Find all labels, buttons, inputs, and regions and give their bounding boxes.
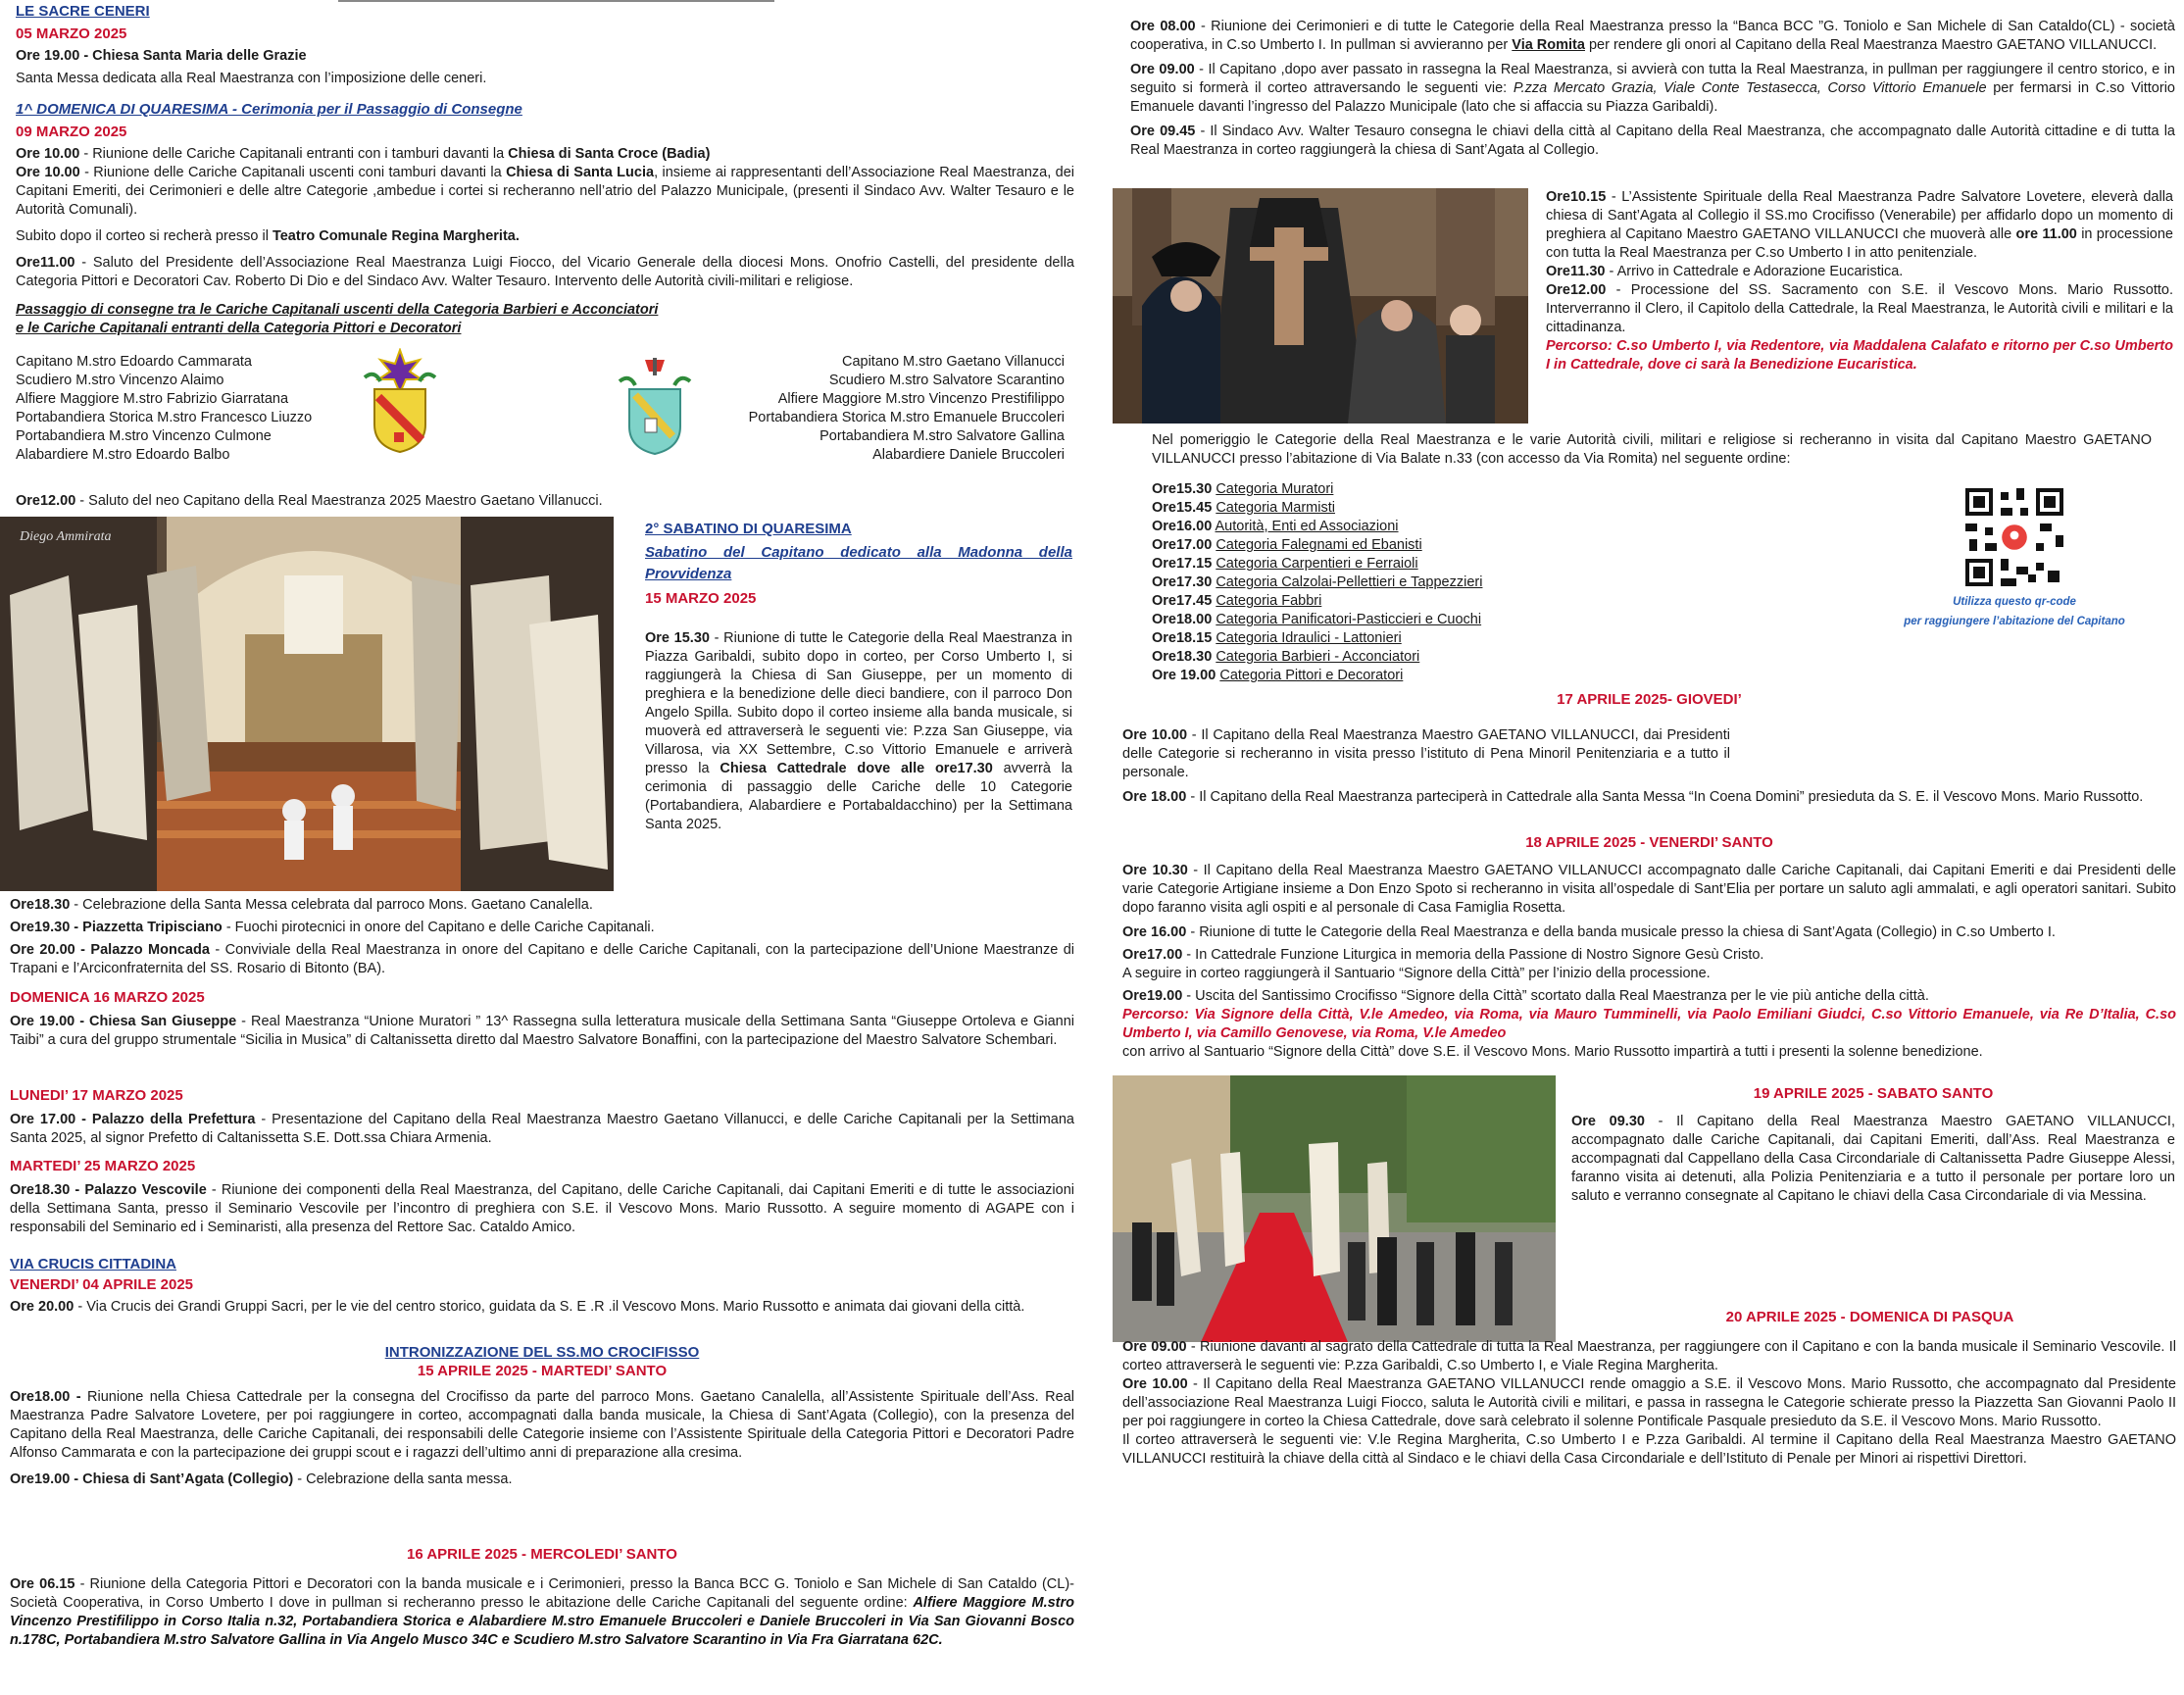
event-time: Ore19.00 - Chiesa di Sant’Agata (Collegio) bbox=[10, 1471, 294, 1487]
list-item: Ore15.30 Categoria Muratori bbox=[1152, 481, 1334, 497]
sera-events bbox=[10, 896, 1074, 978]
list-item: Portabandiera Storica M.stro Francesco Liuzzo bbox=[16, 410, 313, 425]
event-text: - Riunione di tutte le Categorie della Real Maestranza e della banda musicale presso la chiesa di Sant’Agata (Collegio) in C.so Umberto I. bbox=[1186, 924, 2056, 940]
event-text: - Celebrazione della santa messa. bbox=[293, 1471, 513, 1487]
percorso-route: Percorso: C.so Umberto I, via Redentore, via Maddalena Calafato e ritorno per C.so Umberto I in Cattedrale, dove ci sarà la Benedizione Eucaristica. bbox=[1546, 338, 2173, 373]
list-item: Ore17.00 Categoria Falegnami ed Ebanisti bbox=[1152, 537, 1422, 553]
procession-events bbox=[1546, 188, 2173, 374]
qr-caption-line: per raggiungere l’abitazione del Capitano bbox=[1904, 616, 2125, 627]
section-date: 18 APRILE 2025 - VENERDI’ SANTO bbox=[1525, 834, 1773, 851]
qr-code-icon[interactable] bbox=[1965, 488, 2063, 586]
event-time: Ore12.00 bbox=[1546, 282, 1607, 298]
event-time: Ore 09.45 bbox=[1130, 124, 1196, 139]
event-text: - Riunione di tutte le Categorie della Real Maestranza in Piazza Garibaldi, subito dopo in corteo, per Corso Umberto I, si raggiungerà la Chiesa di San Giuseppe, per un momento di preghiera e la benedizione delle dieci bandiere, con il parroco Don Angelo Spilla. Subito dopo il corteo insieme alla banda musicale, si muoverà ed attraverserà le seguenti vie: P.zza San Giuseppe, via Villarosa, via XX Settembre, C.so Vittorio Emanuele e arriverà presso la bbox=[645, 630, 1072, 776]
sabatino-section bbox=[645, 520, 1072, 834]
list-item: Capitano M.stro Edoardo Cammarata bbox=[16, 354, 252, 370]
event-text: - Il Capitano ,dopo aver passato in rassegna la Real Maestranza, si avvierà con tutta la Real Maestranza, in pullman per raggiungere il centro storico, e in seguito si formerà il corteo attraversando le seguenti vie: bbox=[1130, 62, 2175, 96]
section-date: 17 APRILE 2025- GIOVEDI’ bbox=[1557, 691, 1742, 708]
event-text: - Via Crucis dei Grandi Gruppi Sacri, per le vie del centro storico, guidata da S. E .R .il Vescovo Mons. Mario Russotto e animata dai giovani della città. bbox=[74, 1299, 1025, 1315]
event-time: Ore 10.00 bbox=[16, 165, 80, 180]
list-item: Alfiere Maggiore M.stro Vincenzo Prestifilippo bbox=[777, 391, 1065, 407]
domenica1-section bbox=[16, 100, 1074, 338]
event-text: per fermarsi in C.so Vittorio Emanuele davanti l’ingresso del Palazzo Municipale (lato che si affaccia su Piazza Garibaldi). bbox=[1130, 80, 2175, 115]
via-crucis-section bbox=[10, 1255, 1074, 1317]
event-place: Via Romita bbox=[1512, 37, 1585, 53]
mercoledi16-section bbox=[10, 1545, 1074, 1650]
event-time: Ore 09.30 bbox=[1571, 1114, 1645, 1129]
event-time: Ore19.00 bbox=[1122, 988, 1183, 1004]
sabato-section bbox=[1571, 1084, 2175, 1206]
list-item: Alfiere Maggiore M.stro Fabrizio Giarratana bbox=[16, 391, 289, 407]
event-time: Ore 10.00 bbox=[1122, 727, 1188, 743]
event-time: Ore 08.00 bbox=[1130, 19, 1196, 34]
event-time: Ore 19.00 - Chiesa San Giuseppe bbox=[10, 1014, 237, 1029]
event-text: - Conviviale della Real Maestranza in onore del Capitano e delle Cariche Capitanali, con la partecipazione dell’Unione Maestranze di Trapani e l’Arciconfraternita del SS. Rosario di Bitonto (BA). bbox=[10, 942, 1074, 976]
event-text: Santa Messa dedicata alla Real Maestranza con l’imposizione delle ceneri. bbox=[16, 71, 487, 86]
list-item: Ore17.30 Categoria Calzolai-Pellettieri e Tappezzieri bbox=[1152, 574, 1483, 590]
event-text: - Presentazione del Capitano della Real Maestranza Maestro Gaetano Villanucci, e delle Cariche Capitanali per la Settimana Santa 2025, al signor Prefetto di Caltanissetta S.E. Dott.ssa Chiara Armenia. bbox=[10, 1112, 1074, 1146]
event-text: - L’Assistente Spirituale della Real Maestranza Padre Salvatore Lovetere, eleverà dalla chiesa di Sant’Agata al Collegio il SS.mo Crocifisso (Venerabile) per affidarlo dopo un momento di preghiera al Capitano Maestro GAETANO VILLANUCCI che muoverà alle bbox=[1546, 189, 2173, 242]
percorso-route: Percorso: Via Signore della Città, V.le Amedeo, via Roma, via Mauro Tumminelli, via Paolo Emiliani Giudci, C.so Vittorio Emanuele, via Re D’Italia, C.so Umberto I, via Camillo Genovese, via Roma, V.le Amedeo bbox=[1122, 1007, 2176, 1041]
qr-caption-line: Utilizza questo qr-code bbox=[1953, 596, 2076, 608]
event-time: Ore 10.00 bbox=[16, 146, 80, 162]
event-time: Ore 20.00 bbox=[10, 1299, 74, 1315]
section-title: LE SACRE CENERI bbox=[16, 3, 150, 20]
event-text: - Il Capitano della Real Maestranza Maestro GAETANO VILLANUCCI, dai Presidenti delle Categorie si recheranno in visita presso l’istituto di Pena Minoril Penitenziaria e a tutto il personale. bbox=[1122, 727, 1730, 780]
event-text: A seguire in corteo raggiungerà il Santuario “Signore della Città” per l’inizio della processione. bbox=[1122, 966, 1711, 981]
domenica16-section bbox=[10, 988, 1074, 1050]
list-item: Ore15.45 Categoria Marmisti bbox=[1152, 500, 1335, 516]
red-carpet-photo bbox=[1113, 1075, 1556, 1342]
list-item: Ore17.15 Categoria Carpentieri e Ferraioli bbox=[1152, 556, 1418, 572]
event-place: Chiesa di Santa Lucia bbox=[506, 165, 655, 180]
event-time-inline: ore 11.00 bbox=[2015, 226, 2077, 242]
pomeriggio-intro bbox=[1152, 431, 2152, 469]
event-text: Il corteo attraverserà le seguenti vie: V.le Regina Margherita, C.so Umberto I e P.zza Garibaldi. Al termine il Capitano della Real Maestranza Maestro GAETANO VILLANUCCI restituirà la chiave della città al Sindaco e le chiavi della Casa Circondariale e dell’Istituto di Penale per Minori ai rispettivi Direttori. bbox=[1122, 1432, 2176, 1467]
event-text: Nel pomeriggio le Categorie della Real Maestranza e le varie Autorità civili, militari e religiose si recheranno in visita dal Capitano Maestro GAETANO VILLANUCCI presso l’abitazione di Via Balate n.33 (con accesso da Via Romita) nel seguente ordine: bbox=[1152, 432, 2152, 467]
section-date: 15 MARZO 2025 bbox=[645, 590, 757, 607]
event-text: - Riunione delle Cariche Capitanali entranti con i tamburi davanti la bbox=[79, 146, 509, 162]
event-text: - Saluto del Presidente dell’Associazione Real Maestranza Luigi Fiocco, del Vicario Generale della diocesi Mons. Onofrio Castelli, del presidente della Categoria Pittori e Decoratori Cav. Roberto Di Dio e del Sindaco Avv. Walter Tesauro. Intervento delle Autorità civili-militari e religiose. bbox=[16, 255, 1074, 289]
uscenti-list bbox=[16, 353, 349, 465]
event-text: - Il Capitano della Real Maestranza parteciperà in Cattedrale alla Santa Messa “In Coena Domini” presieduta da S. E. il Vescovo Mons. Mario Russotto. bbox=[1186, 789, 2144, 805]
section-subtitle: Sabatino del Capitano dedicato alla Madonna della Provvidenza bbox=[645, 544, 1072, 582]
section-date: 15 APRILE 2025 - MARTEDI’ SANTO bbox=[417, 1363, 668, 1379]
list-item: Ore16.00 Autorità, Enti ed Associazioni bbox=[1152, 519, 1399, 534]
event-time: Ore 09.00 bbox=[1130, 62, 1195, 77]
event-time: Ore18.30 bbox=[10, 897, 71, 913]
section-title: VIA CRUCIS CITTADINA bbox=[10, 1256, 176, 1272]
passaggio-line-2: e le Cariche Capitanali entranti della Categoria Pittori e Decoratori bbox=[16, 321, 462, 336]
event-route: P.zza Mercato Grazia, Viale Conte Testasecca, Corso Vittorio Emanuele bbox=[1513, 80, 1987, 96]
section-title: 2° SABATINO DI QUARESIMA bbox=[645, 521, 852, 537]
event-time: Ore11.00 bbox=[16, 255, 75, 271]
event-place: Chiesa Cattedrale dove alle ore17.30 bbox=[720, 761, 993, 776]
list-item: Portabandiera Storica M.stro Emanuele Bruccoleri bbox=[748, 410, 1065, 425]
event-text: Riunione nella Chiesa Cattedrale per la consegna del Crocifisso da parte del parroco Mons. Gaetano Canalella, all’Assistente Spirituale dell’Ass. Real Maestranza Padre Salvatore Lovetere, per poi raggiungere in corteo, accompagnati dalla banda musicale, la Chiesa di Sant’Agata (Collegio), con la presenza del Capitano della Real Maestranza, delle Cariche Capitanali, dei responsabili delle Categorie insieme con l’Assistente Spirituale della Categoria Pittori e Decoratori Padre Alfonso Cammarata e con la partecipazione dei gruppi scout e i ragazzi dell’ultimo anni di preparazione alla cresima. bbox=[10, 1389, 1074, 1461]
crucifix-photo bbox=[1113, 188, 1528, 424]
event-text: - Il Capitano della Real Maestranza GAETANO VILLANUCCI rende omaggio a S.E. il Vescovo Mons. Mario Russotto, che accompagnato dal Presidente dell’associazione Real Maestranza Luigi Fiocco, saluta le Autorità civili e militari, e passa in rassegna le Categorie schierate presso la Piazzetta San Giovanni Paolo II per poi raggiungere in corteo la Chiesa Cattedrale, dove sarà celebrato il solenne Pontificale Pasquale presieduto da S.E. il Vescovo Mons. Mario Russotto. bbox=[1122, 1376, 2176, 1429]
list-item: Ore18.30 Categoria Barbieri - Acconciatori bbox=[1152, 649, 1420, 665]
event-text: - Riunione davanti al sagrato della Cattedrale di tutta la Real Maestranza, per raggiungere con il Capitano e con la banda musicale il Seminario Vescovile. Il corteo attraverserà le seguenti vie: P.zza Garibaldi, C.so Umberto I, e Viale Regina Margherita. bbox=[1122, 1339, 2176, 1373]
list-item: Scudiero M.stro Vincenzo Alaimo bbox=[16, 373, 224, 388]
event-text: - Uscita del Santissimo Crocifisso “Signore della Città” scortato dalla Real Maestranza per le vie più antiche della città. bbox=[1182, 988, 1929, 1004]
event-text: - Arrivo in Cattedrale e Adorazione Eucaristica. bbox=[1605, 264, 1904, 279]
event-time: Ore18.30 - Palazzo Vescovile bbox=[10, 1182, 207, 1198]
event-time: Ore12.00 bbox=[16, 493, 76, 509]
section-date: 05 MARZO 2025 bbox=[16, 25, 127, 42]
event-text: - Il Sindaco Avv. Walter Tesauro consegna le chiavi della città al Capitano della Real Maestranza, che accompagnato dalle Autorità cittadine e di tutta la Real Maestranza in corteo raggiungerà la chiesa di Sant’Agata al Collegio. bbox=[1130, 124, 2175, 158]
crucifix-scene-image bbox=[1113, 188, 1528, 424]
cathedral-scene-image bbox=[0, 517, 614, 891]
event-text: - Riunione della Categoria Pittori e Decoratori con la banda musicale e i Cerimonieri, presso la Banca BCC G. Toniolo e San Michele di San Cataldo (CL)- Società Cooperativa, in Corso Umberto I dove in pullman si recheranno presso le abitazione delle Cariche Capitanali del seguente ordine: bbox=[10, 1576, 1074, 1611]
list-item: Alabardiere M.stro Edoardo Balbo bbox=[16, 447, 230, 463]
event-time: Ore 16.00 bbox=[1122, 924, 1187, 940]
qr-caption bbox=[1887, 592, 2142, 631]
event-text: - Processione del SS. Sacramento con S.E. il Vescovo Mons. Mario Russotto. Interverranno il Clero, il Capitolo della Cattedrale, la Real Maestranza, le Autorità civili e militari e la cittadinanza. bbox=[1546, 282, 2173, 335]
visite-list bbox=[1152, 480, 1662, 685]
section-title: INTRONIZZAZIONE DEL SS.MO CROCIFISSO bbox=[384, 1344, 700, 1361]
photo-watermark: Diego Ammirata bbox=[20, 529, 112, 544]
event-time: Ore 18.00 bbox=[1122, 789, 1187, 805]
section-date: MARTEDI’ 25 MARZO 2025 bbox=[10, 1158, 196, 1174]
event-text: - In Cattedrale Funzione Liturgica in memoria della Passione di Nostro Signore Gesù Cristo. bbox=[1182, 947, 1764, 963]
event-time: Ore 19.00 - Chiesa Santa Maria delle Grazie bbox=[16, 48, 307, 64]
event-time: Ore 09.00 bbox=[1122, 1339, 1187, 1355]
list-item: Alabardiere Daniele Bruccoleri bbox=[872, 447, 1065, 463]
pittori-crest-icon bbox=[616, 358, 694, 456]
cathedral-photo bbox=[0, 517, 614, 891]
event-text: - Real Maestranza “Unione Muratori ” 13^ Rassegna sulla letteratura musicale della Settimana Santa “Giuseppe Ortoleva e Gianni Taibi” a cura del gruppo strumentale “Sicilia in Musica” di Caltanissetta diretto dal Maestro Salvatore Bonaffini, con la partecipazione del Maestro Salvatore Schembari. bbox=[10, 1014, 1074, 1048]
event-text: - Fuochi pirotecnici in onore del Capitano e delle Cariche Capitanali. bbox=[222, 920, 655, 935]
martedi25-section bbox=[10, 1157, 1074, 1237]
event-addresses: Alfiere Maggiore M.stro Vincenzo Prestifilippo in Corso Italia n.32, Portabandiera Storica e Alabardiere M.stro Emanuele Bruccoleri e Daniele Bruccoleri in Via San Giovanni Bosco n.178C, Portabandiera M.stro Salvatore Gallina in Via Angelo Musco 34C e Scudiero M.stro Salvatore Scarantino in Via Fra Giarratana 62C. bbox=[10, 1595, 1074, 1648]
event-text: avverrà la cerimonia di passaggio delle Cariche delle 10 Categorie (Portabandiera, Alabardiere e Portabaldacchino) per la Settimana Santa 2025. bbox=[645, 761, 1072, 832]
event-text: - Saluto del neo Capitano della Real Maestranza 2025 Maestro Gaetano Villanucci. bbox=[75, 493, 603, 509]
sacre-ceneri-section bbox=[16, 2, 1074, 88]
lunedi17-section bbox=[10, 1086, 1074, 1148]
event-time: Ore10.15 bbox=[1546, 189, 1607, 205]
event-place: Teatro Comunale Regina Margherita. bbox=[272, 228, 520, 244]
red-carpet-scene-image bbox=[1113, 1075, 1556, 1342]
event-text: - Riunione dei Cerimonieri e di tutte le Categorie della Real Maestranza presso la “Banca BCC ”G. Toniolo e San Michele di San Cataldo(CL) - società cooperativa, in C.so Umberto I. In pullman si avvieranno per bbox=[1130, 19, 2175, 53]
list-item: Scudiero M.stro Salvatore Scarantino bbox=[828, 373, 1065, 388]
list-item: Ore18.00 Categoria Panificatori-Pasticcieri e Cuochi bbox=[1152, 612, 1482, 627]
entranti-list bbox=[686, 353, 1065, 465]
event-text: con arrivo al Santuario “Signore della Città” dove S.E. il Vescovo Mons. Mario Russotto impartirà a tutti i presenti la solenne benedizione. bbox=[1122, 1044, 1983, 1060]
event-text: - Riunione delle Cariche Capitanali uscenti coni tamburi davanti la bbox=[79, 165, 507, 180]
list-item: Ore 19.00 Categoria Pittori e Decoratori bbox=[1152, 668, 1404, 683]
section-date: DOMENICA 16 MARZO 2025 bbox=[10, 989, 205, 1006]
event-time: Ore 20.00 - Palazzo Moncada bbox=[10, 942, 210, 958]
morning-events bbox=[1130, 18, 2175, 160]
event-time: Ore 17.00 - Palazzo della Prefettura bbox=[10, 1112, 256, 1127]
event-time: Ore 15.30 bbox=[645, 630, 710, 646]
list-item: Ore17.45 Categoria Fabbri bbox=[1152, 593, 1322, 609]
section-date: 19 APRILE 2025 - SABATO SANTO bbox=[1753, 1085, 1994, 1102]
event-text: in processione con tutta la Real Maestranza per C.so Umberto I in atto penitenziale. bbox=[1546, 226, 2173, 261]
event-time: Ore 06.15 bbox=[10, 1576, 75, 1592]
list-item: Portabandiera M.stro Salvatore Gallina bbox=[819, 428, 1065, 444]
section-date: VENERDI’ 04 APRILE 2025 bbox=[10, 1276, 194, 1293]
event-text: , insieme ai rappresentanti dell’Associazione Real Maestranza, dei Capitani Emeriti, dei Cerimonieri e delle altre Categorie ,ambedue i cortei si recheranno nell’atrio del Palazzo Municipale, (presenti il Sindaco Avv. Walter Tesauro e le Autorità Comunali). bbox=[16, 165, 1074, 218]
list-item: Ore18.15 Categoria Idraulici - Lattonieri bbox=[1152, 630, 1402, 646]
event-time: Ore18.00 - bbox=[10, 1389, 81, 1405]
event-time: Ore17.00 bbox=[1122, 947, 1183, 963]
event-time: Ore 10.00 bbox=[1122, 1376, 1188, 1392]
event-place: Chiesa di Santa Croce (Badia) bbox=[508, 146, 711, 162]
section-date: LUNEDI’ 17 MARZO 2025 bbox=[10, 1087, 183, 1104]
pasqua-section bbox=[1122, 1308, 2176, 1469]
intronizzazione-section bbox=[10, 1343, 1074, 1489]
event-text: - Il Capitano della Real Maestranza Maestro GAETANO VILLANUCCI accompagnato dalle Cariche Capitanali, dai Capitani Emeriti e dai Presidenti delle varie Categorie Artigiane insieme a Don Enzo Spoto si recheranno in visita all’ospedale di Sant’Elia per portare un saluto agli ammalati, e agli operatori sanitari. Subito dopo faranno visita agli ospiti e al personale di Casa Famiglia Rosetta. bbox=[1122, 863, 2176, 916]
venerdi-section bbox=[1122, 833, 2176, 1062]
section-title: 1^ DOMENICA DI QUARESIMA - Cerimonia per il Passaggio di Consegne bbox=[16, 101, 522, 118]
section-date: 16 APRILE 2025 - MERCOLEDI’ SANTO bbox=[407, 1546, 677, 1563]
giovedi-section bbox=[1122, 690, 2176, 807]
event-text: per rendere gli onori al Capitano della Real Maestranza Maestro GAETANO VILLANUCCI. bbox=[1584, 37, 2158, 53]
event-time: Ore11.30 bbox=[1546, 264, 1606, 279]
section-date: 20 APRILE 2025 - DOMENICA DI PASQUA bbox=[1725, 1309, 2014, 1325]
event-text: - Il Capitano della Real Maestranza Maestro GAETANO VILLANUCCI, accompagnato dalle Cariche Capitanali, dai Capitani Emeriti, dall’Ass. Real Maestranza e accompagnati dal Cappellano della Casa Circondariale di Caltanissetta Padre Giuseppe Alessi, faranno visita ai detenuti, alla Polizia Penitenziaria e a tutto il personale per portare loro un saluto e verranno consegnate al Capitano le chiavi della Casa Circondariale di via Messina. bbox=[1571, 1114, 2175, 1204]
section-date: 09 MARZO 2025 bbox=[16, 124, 127, 140]
ore12-line bbox=[16, 492, 1074, 511]
list-item: Capitano M.stro Gaetano Villanucci bbox=[841, 354, 1065, 370]
event-text: - Celebrazione della Santa Messa celebrata dal parroco Mons. Gaetano Canalella. bbox=[70, 897, 593, 913]
barbieri-crest-icon bbox=[361, 348, 439, 454]
list-item: Portabandiera M.stro Vincenzo Culmone bbox=[16, 428, 272, 444]
event-time: Ore 10.30 bbox=[1122, 863, 1188, 878]
event-text: Subito dopo il corteo si recherà presso il bbox=[16, 228, 273, 244]
event-text: - Riunione dei componenti della Real Maestranza, del Capitano, delle Cariche Capitanali, dai Capitani Emeriti e di tutte le associazioni della Settimana Santa, presso il Seminario Vescovile per l’incontro di preghiera con S.E. il Vescovo Mons. Mario Russotto. A seguire momento di AGAPE con i responsabili del Seminario ed i Seminaristi, alla presenza del Rettore Sac. Cataldo Amico. bbox=[10, 1182, 1074, 1235]
passaggio-line-1: Passaggio di consegne tra le Cariche Capitanali uscenti della Categoria Barbieri e Acconciatori bbox=[16, 302, 659, 318]
event-time: Ore19.30 - Piazzetta Tripisciano bbox=[10, 920, 223, 935]
